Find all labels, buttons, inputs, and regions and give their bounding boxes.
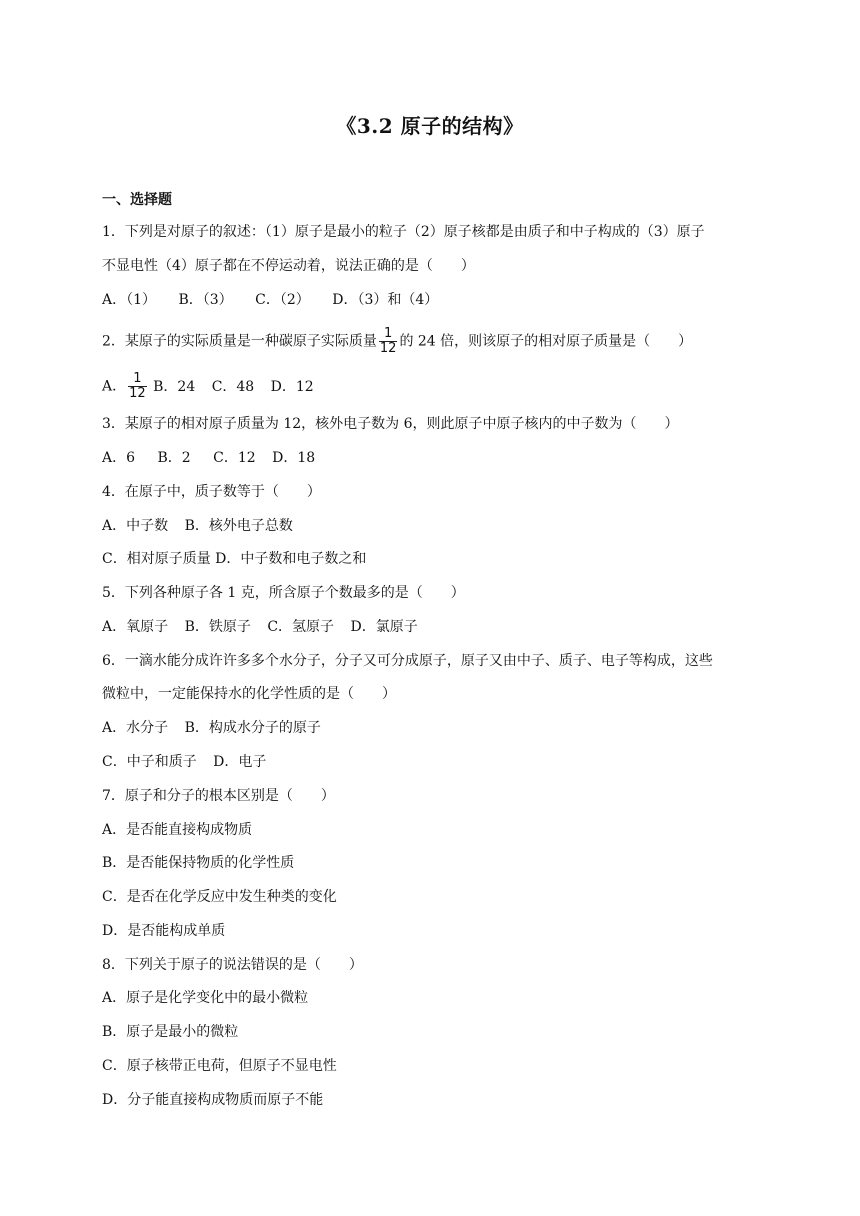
q4-option-c: C．相对原子质量 — [102, 551, 211, 567]
q3-options — [102, 448, 333, 468]
q2-option-b: B．24 — [153, 378, 196, 395]
q8-option-d: D．分子能直接构成物质而原子不能 — [102, 1092, 324, 1108]
section-heading: 一、选择题 — [102, 192, 172, 208]
q6-stem-line1: 6．一滴水能分成许许多多个水分子，分子又可分成原子，原子又由中子、质子、电子等构成，这些 — [102, 653, 713, 669]
q6-option-b: B．构成水分子的原子 — [184, 720, 321, 736]
q3-option-d: D．18 — [272, 450, 316, 466]
q1-option-a: A．（1） — [102, 292, 157, 308]
q3-option-a: A．6 — [102, 450, 136, 466]
q8-option-a: A．原子是化学变化中的最小微粒 — [102, 990, 309, 1006]
q7-stem: 7．原子和分子的根本区别是（ ） — [102, 788, 335, 804]
q2-option-c: C．48 — [211, 378, 255, 395]
q4-stem: 4．在原子中，质子数等于（ ） — [102, 484, 321, 500]
q8-stem: 8．下列关于原子的说法错误的是（ ） — [102, 957, 363, 973]
q4-option-d: D．中子数和电子数之和 — [215, 551, 367, 567]
fraction-denominator: 12 — [379, 341, 397, 356]
q6-options-row2 — [102, 752, 284, 772]
q6-stem-line2: 微粒中，一定能保持水的化学性质的是（ ） — [102, 686, 396, 702]
q6-option-d: D．电子 — [213, 754, 267, 770]
q1-options — [102, 290, 456, 310]
q3-option-b: B．2 — [157, 450, 191, 466]
q7-option-b: B．是否能保持物质的化学性质 — [102, 855, 295, 871]
q8-option-b: B．原子是最小的微粒 — [102, 1024, 239, 1040]
q5-stem: 5．下列各种原子各 1 克，所含原子个数最多的是（ ） — [102, 585, 465, 601]
q8-option-c: C．原子核带正电荷，但原子不显电性 — [102, 1058, 337, 1074]
q4-option-b: B．核外电子总数 — [184, 518, 293, 534]
page-title: 《3.2 原子的结构》 — [336, 114, 524, 138]
q4-option-a: A．中子数 — [102, 518, 169, 534]
q5-option-a: A．氧原子 — [102, 619, 169, 635]
q1-option-c: C．（2） — [255, 292, 310, 308]
q3-stem: 3．某原子的相对原子质量为 12，核外电子数为 6，则此原子中原子核内的中子数为（ ） — [102, 416, 679, 432]
q2-stem-after: 的 24 倍，则该原子的相对原子质量是（ ） — [399, 333, 693, 350]
q6-options-row1 — [102, 718, 339, 738]
q6-option-c: C．中子和质子 — [102, 754, 197, 770]
q2-option-a-label: A． — [102, 378, 127, 395]
q1-stem-line2: 不显电性（4）原子都在不停运动着，说法正确的是（ ） — [102, 258, 475, 274]
q7-option-c: C．是否在化学反应中发生种类的变化 — [102, 889, 337, 905]
fraction-denominator: 12 — [129, 386, 146, 401]
q6-option-a: A．水分子 — [102, 720, 169, 736]
q1-option-b: B．（3） — [178, 292, 233, 308]
q2-stem — [102, 327, 692, 356]
fraction-numerator: 1 — [128, 372, 147, 387]
q7-option-d: D．是否能构成单质 — [102, 923, 226, 939]
q5-options — [102, 617, 436, 637]
q1-option-d: D．（3）和（4） — [332, 292, 439, 308]
fraction-numerator: 1 — [379, 327, 398, 342]
q4-options-row1 — [102, 516, 311, 536]
q2-option-d: D．12 — [270, 378, 314, 395]
q4-options-row2 — [102, 549, 366, 569]
q7-option-a: A．是否能直接构成物质 — [102, 822, 253, 838]
q5-option-c: C．氢原子 — [267, 619, 335, 635]
q5-option-d: D．氯原子 — [350, 619, 418, 635]
fraction-one-twelfth — [379, 327, 398, 356]
q1-stem-line1: 1．下列是对原子的叙述：（1）原子是最小的粒子（2）原子核都是由质子和中子构成的（3）原子 — [102, 224, 705, 240]
q3-option-c: C．12 — [213, 450, 256, 466]
q2-stem-before: 2．某原子的实际质量是一种碳原子实际质量 — [102, 333, 377, 350]
q5-option-b: B．铁原子 — [184, 619, 251, 635]
q2-option-a-fraction — [128, 372, 147, 401]
q2-options — [102, 372, 326, 401]
